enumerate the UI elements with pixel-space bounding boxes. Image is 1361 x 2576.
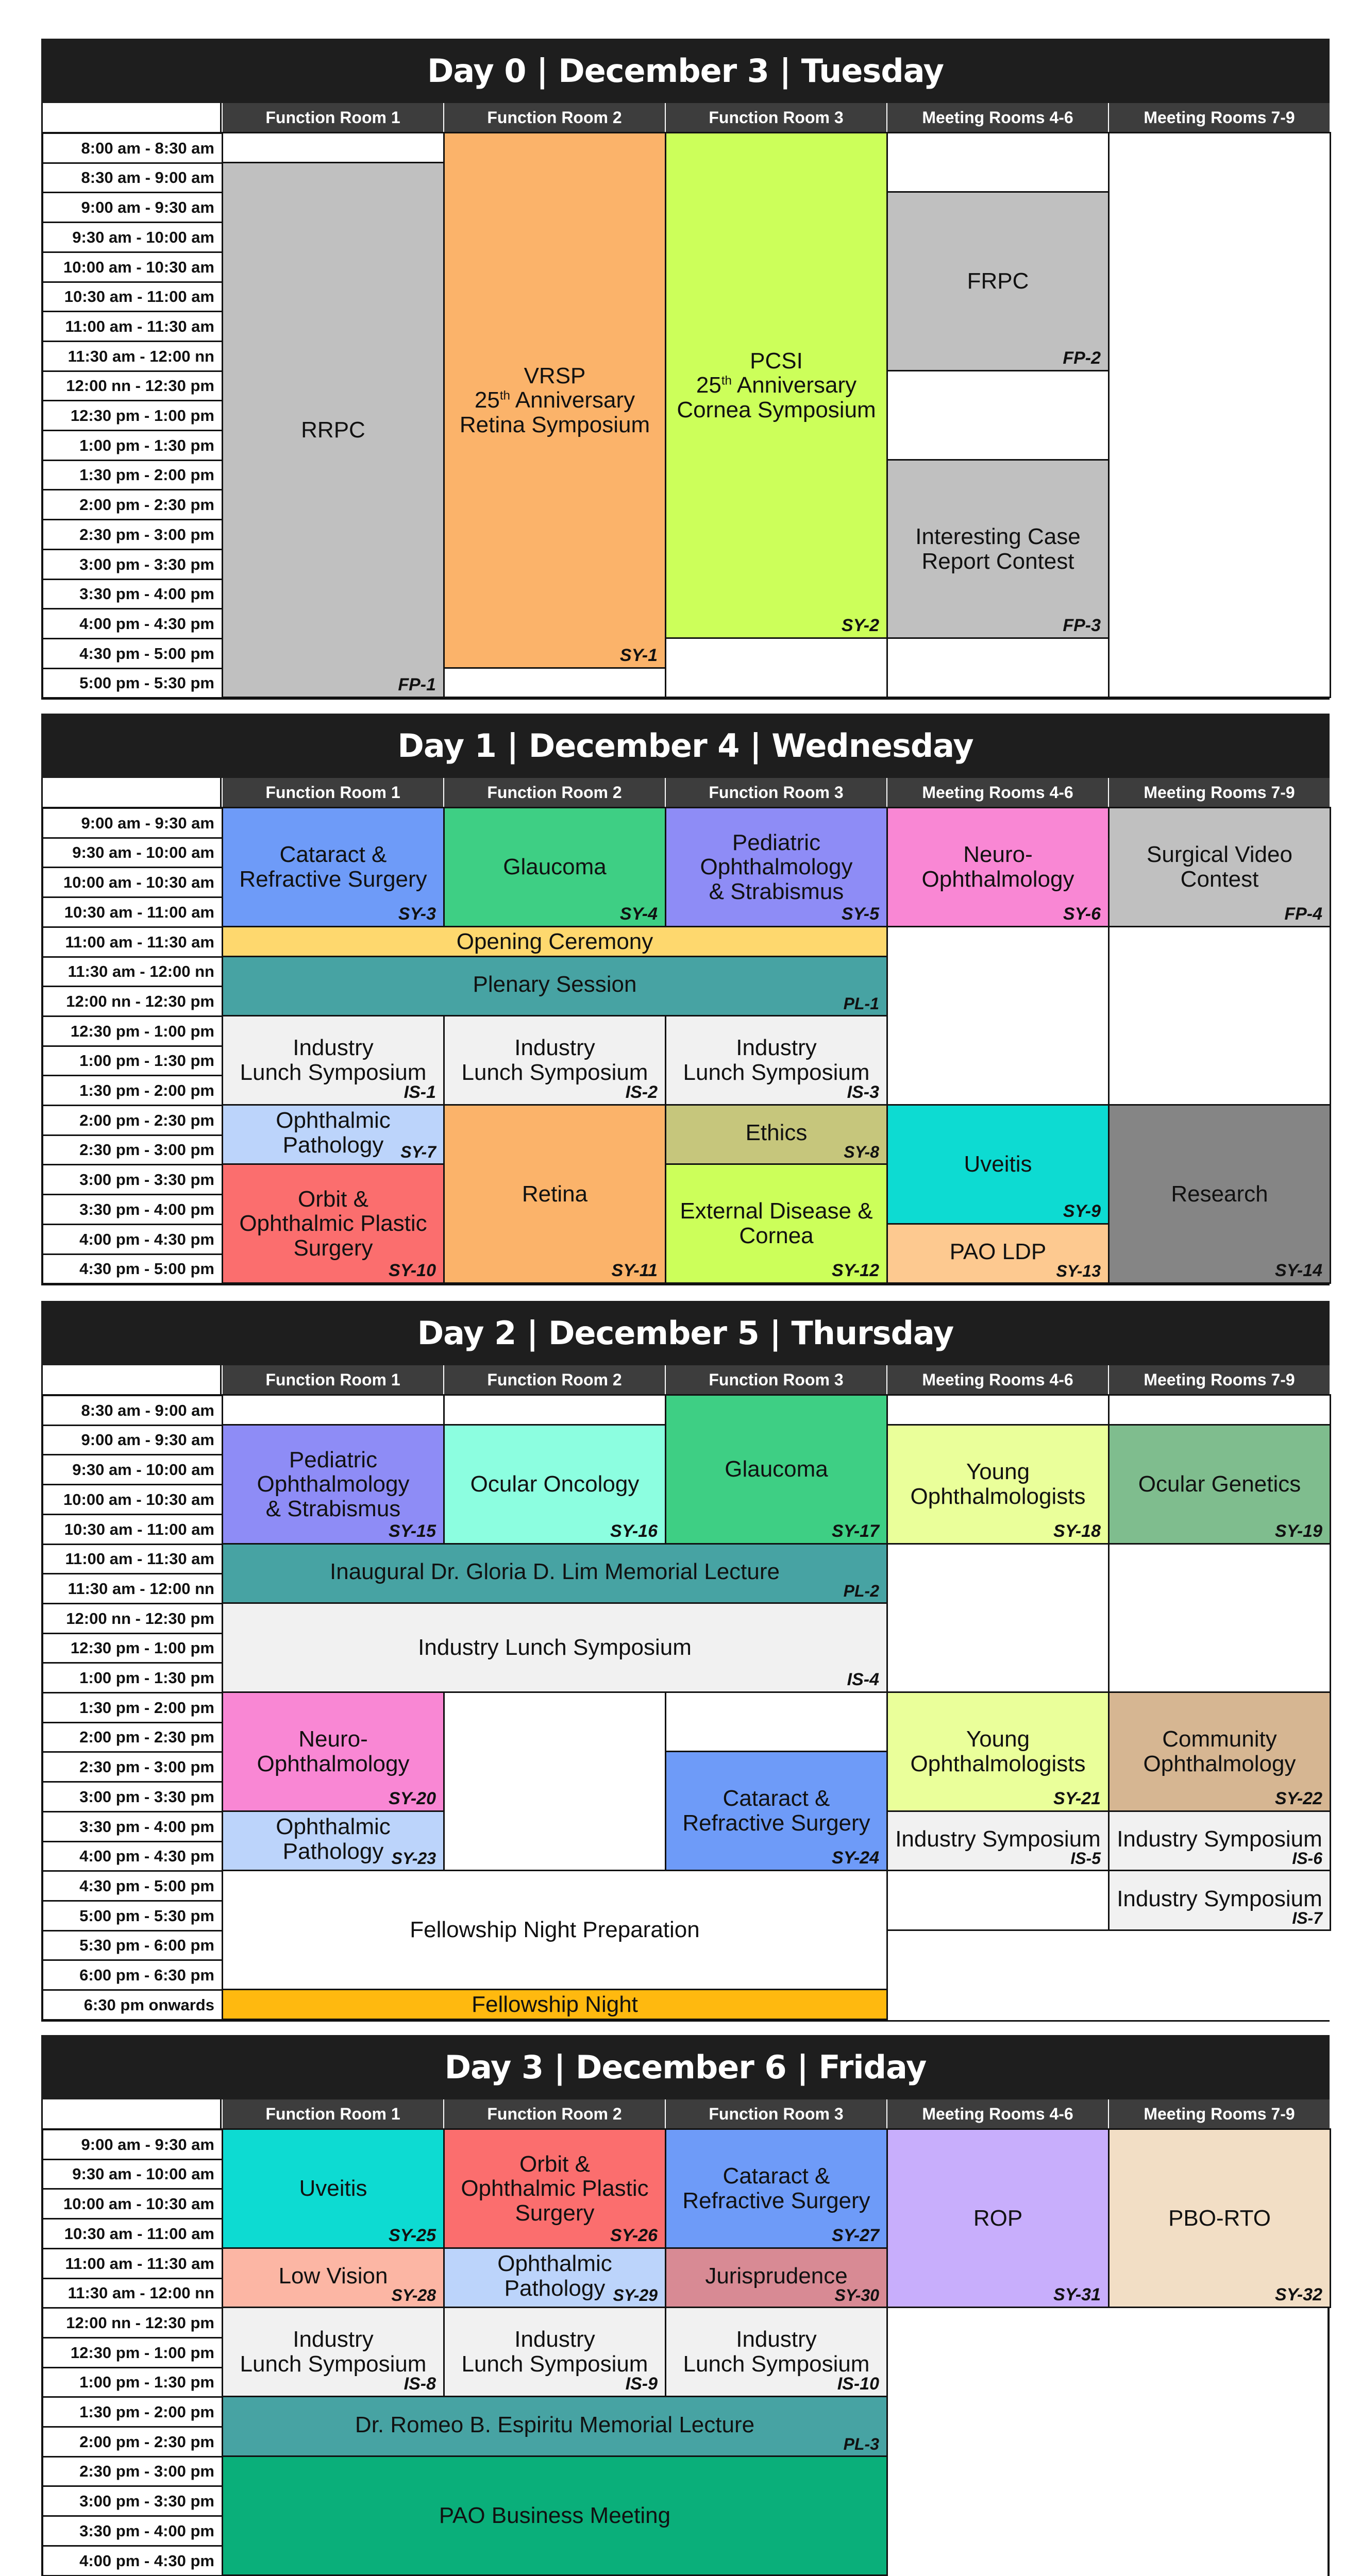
time-slot: 11:30 am - 12:00 nn bbox=[43, 2279, 224, 2309]
empty-slot bbox=[443, 1691, 666, 1871]
session-code: IS-5 bbox=[1070, 1849, 1101, 1868]
session-code: SY-20 bbox=[389, 1789, 436, 1809]
session-code: IS-8 bbox=[404, 2374, 436, 2394]
session-title: Pediatric Ophthalmology & Strabismus bbox=[257, 1447, 410, 1521]
session-title: Industry Lunch Symposium bbox=[461, 1035, 648, 1085]
session-block[interactable] bbox=[443, 807, 666, 927]
session-code: SY-25 bbox=[389, 2226, 436, 2246]
room-header: Function Room 2 bbox=[443, 2099, 665, 2128]
time-slot: 9:30 am - 10:00 am bbox=[43, 1455, 224, 1485]
session-title: Glaucoma bbox=[503, 854, 607, 880]
session-block[interactable] bbox=[886, 807, 1110, 927]
room-header: Meeting Rooms 4-6 bbox=[886, 2099, 1108, 2128]
session-block[interactable] bbox=[886, 1691, 1110, 1812]
session-code: IS-1 bbox=[404, 1082, 436, 1103]
time-slot: 10:30 am - 11:00 am bbox=[43, 898, 224, 928]
time-slot: 4:00 pm - 4:30 pm bbox=[43, 1225, 224, 1255]
session-code: IS-2 bbox=[625, 1082, 658, 1103]
room-header: Meeting Rooms 4-6 bbox=[886, 1365, 1108, 1394]
session-title: Pediatric Ophthalmology & Strabismus bbox=[700, 829, 853, 904]
time-slot: 12:30 pm - 1:00 pm bbox=[43, 2338, 224, 2368]
time-slot: 9:00 am - 9:30 am bbox=[43, 809, 224, 839]
session-title: PBO-RTO bbox=[1168, 2205, 1271, 2231]
empty-slot bbox=[443, 1394, 666, 1426]
session-title: Ocular Oncology bbox=[470, 1471, 640, 1497]
session-code: SY-32 bbox=[1275, 2285, 1322, 2305]
time-slot: 9:00 am - 9:30 am bbox=[43, 2130, 224, 2160]
schedule-grid bbox=[41, 807, 1330, 1285]
room-header: Function Room 2 bbox=[443, 103, 665, 132]
session-code: IS-3 bbox=[847, 1082, 879, 1103]
session-block[interactable] bbox=[886, 191, 1110, 371]
session-block[interactable] bbox=[886, 1104, 1110, 1225]
time-slot: 12:00 nn - 12:30 pm bbox=[43, 987, 224, 1017]
session-block[interactable] bbox=[222, 2247, 445, 2308]
time-slot: 9:00 am - 9:30 am bbox=[43, 1426, 224, 1455]
session-block[interactable] bbox=[443, 2128, 666, 2249]
session-title: RRPC bbox=[301, 417, 365, 443]
time-slot: 12:00 nn - 12:30 pm bbox=[43, 1604, 224, 1634]
time-slot: 1:00 pm - 1:30 pm bbox=[43, 1047, 224, 1076]
session-title: Retina bbox=[522, 1181, 588, 1207]
session-block[interactable] bbox=[665, 807, 888, 927]
header-corner bbox=[41, 103, 222, 132]
session-code: SY-22 bbox=[1275, 1789, 1322, 1809]
session-block[interactable] bbox=[222, 807, 445, 927]
empty-slot bbox=[222, 1394, 445, 1426]
session-title-line: 25th Anniversary bbox=[696, 372, 857, 398]
header-corner bbox=[41, 1365, 222, 1394]
session-block[interactable] bbox=[665, 1751, 888, 1871]
room-header: Function Room 2 bbox=[443, 778, 665, 807]
time-slot: 3:30 pm - 4:00 pm bbox=[43, 580, 224, 609]
session-title-line: PCSI bbox=[750, 348, 803, 374]
session-title: Industry Lunch Symposium bbox=[418, 1635, 692, 1660]
time-slot: 4:00 pm - 4:30 pm bbox=[43, 2547, 224, 2576]
empty-slot bbox=[222, 132, 445, 163]
time-slot: 10:00 am - 10:30 am bbox=[43, 253, 224, 283]
session-title: Dr. Romeo B. Espiritu Memorial Lecture bbox=[355, 2412, 755, 2437]
session-code: PL-2 bbox=[843, 1582, 879, 1601]
session-block[interactable] bbox=[222, 926, 888, 957]
session-title: FRPC bbox=[967, 268, 1029, 294]
empty-slot bbox=[1108, 1543, 1331, 1693]
room-header: Meeting Rooms 7-9 bbox=[1108, 1365, 1330, 1394]
session-title: Industry Symposium bbox=[1117, 1886, 1322, 1911]
session-title: Orbit & Ophthalmic Plastic Surgery bbox=[461, 2151, 649, 2226]
time-slot: 5:00 pm - 5:30 pm bbox=[43, 669, 224, 699]
session-block[interactable] bbox=[886, 1424, 1110, 1545]
session-block[interactable] bbox=[443, 2307, 666, 2397]
time-slot: 4:30 pm - 5:00 pm bbox=[43, 1255, 224, 1284]
session-title: Fellowship Night Preparation bbox=[410, 1917, 700, 1943]
time-slot: 10:00 am - 10:30 am bbox=[43, 868, 224, 898]
time-slot: 2:00 pm - 2:30 pm bbox=[43, 490, 224, 520]
time-slot: 2:30 pm - 3:00 pm bbox=[43, 1753, 224, 1783]
schedule-grid bbox=[41, 2128, 1330, 2576]
schedule-grid bbox=[41, 1394, 1330, 2022]
session-title: Surgical Video Contest bbox=[1147, 842, 1292, 892]
time-slot: 3:00 pm - 3:30 pm bbox=[43, 2487, 224, 2517]
session-block[interactable] bbox=[1108, 1691, 1331, 1812]
session-title-line: Cornea Symposium bbox=[677, 397, 876, 422]
time-slot: 8:00 am - 8:30 am bbox=[43, 134, 224, 164]
session-block[interactable] bbox=[886, 2128, 1110, 2308]
session-title: Jurisprudence bbox=[705, 2263, 848, 2289]
session-code: FP-3 bbox=[1063, 616, 1101, 636]
empty-slot bbox=[886, 132, 1110, 193]
time-slot: 10:00 am - 10:30 am bbox=[43, 1485, 224, 1515]
session-title: Industry Lunch Symposium bbox=[240, 2327, 427, 2377]
time-slot: 11:30 am - 12:00 nn bbox=[43, 342, 224, 372]
session-code: IS-9 bbox=[625, 2374, 658, 2394]
time-slot: 4:30 pm - 5:00 pm bbox=[43, 639, 224, 669]
session-block[interactable] bbox=[222, 2396, 888, 2457]
time-slot: 11:00 am - 11:30 am bbox=[43, 2249, 224, 2279]
session-title: Orbit & Ophthalmic Plastic Surgery bbox=[239, 1186, 427, 1261]
session-block[interactable] bbox=[1108, 807, 1331, 927]
session-title: Ethics bbox=[745, 1120, 808, 1146]
room-header: Function Room 1 bbox=[222, 103, 443, 132]
session-code: SY-30 bbox=[834, 2286, 879, 2305]
session-title: Plenary Session bbox=[473, 972, 637, 997]
session-code: SY-9 bbox=[1063, 1201, 1101, 1222]
session-title: Ophthalmic Pathology bbox=[497, 2251, 612, 2301]
empty-slot bbox=[1108, 1929, 1331, 2020]
time-slot: 1:30 pm - 2:00 pm bbox=[43, 1076, 224, 1106]
session-block[interactable] bbox=[222, 1543, 888, 1604]
session-code: SY-6 bbox=[1063, 904, 1101, 924]
session-code: SY-13 bbox=[1056, 1262, 1101, 1281]
session-block[interactable] bbox=[222, 2307, 445, 2397]
session-code: SY-23 bbox=[391, 1849, 436, 1868]
time-slot: 12:30 pm - 1:00 pm bbox=[43, 401, 224, 431]
session-title: Cataract & Refractive Surgery bbox=[682, 1786, 870, 1836]
time-slot: 10:00 am - 10:30 am bbox=[43, 2190, 224, 2219]
session-block[interactable] bbox=[1108, 1424, 1331, 1545]
session-block[interactable] bbox=[222, 2455, 888, 2576]
session-code: IS-6 bbox=[1292, 1849, 1322, 1868]
room-header: Meeting Rooms 7-9 bbox=[1108, 103, 1330, 132]
room-header: Function Room 3 bbox=[665, 103, 886, 132]
time-slot: 2:30 pm - 3:00 pm bbox=[43, 520, 224, 550]
time-slot: 11:30 am - 12:00 nn bbox=[43, 958, 224, 987]
session-block[interactable] bbox=[665, 132, 888, 639]
session-code: FP-2 bbox=[1063, 348, 1101, 368]
session-code: IS-4 bbox=[847, 1670, 879, 1690]
session-title: Cataract & Refractive Surgery bbox=[682, 2163, 870, 2213]
time-slot: 5:00 pm - 5:30 pm bbox=[43, 1902, 224, 1931]
session-title: Glaucoma bbox=[725, 1456, 828, 1482]
session-code: SY-3 bbox=[398, 904, 436, 924]
time-slot: 3:00 pm - 3:30 pm bbox=[43, 1165, 224, 1195]
session-title: Young Ophthalmologists bbox=[910, 1726, 1086, 1776]
time-slot: 3:30 pm - 4:00 pm bbox=[43, 1812, 224, 1842]
time-slot: 9:30 am - 10:00 am bbox=[43, 223, 224, 253]
session-block[interactable] bbox=[665, 2307, 888, 2397]
session-code: SY-26 bbox=[610, 2226, 658, 2246]
room-header: Function Room 1 bbox=[222, 2099, 443, 2128]
session-code: SY-24 bbox=[832, 1848, 879, 1868]
session-title: Young Ophthalmologists bbox=[910, 1459, 1086, 1509]
room-header: Function Room 2 bbox=[443, 1365, 665, 1394]
session-block[interactable] bbox=[665, 2247, 888, 2308]
empty-slot bbox=[886, 1870, 1110, 1931]
session-code: FP-1 bbox=[398, 675, 436, 695]
empty-slot bbox=[886, 1394, 1110, 1426]
session-title: Interesting Case Report Contest bbox=[915, 523, 1081, 574]
empty-slot bbox=[886, 637, 1110, 698]
header-corner bbox=[41, 2099, 222, 2128]
empty-slot bbox=[886, 1543, 1110, 1693]
time-slot: 12:00 nn - 12:30 pm bbox=[43, 2309, 224, 2338]
session-title bbox=[671, 349, 881, 422]
room-header: Meeting Rooms 4-6 bbox=[886, 778, 1108, 807]
time-slot: 8:30 am - 9:00 am bbox=[43, 164, 224, 193]
session-code: FP-4 bbox=[1284, 904, 1322, 924]
time-slot: 3:30 pm - 4:00 pm bbox=[43, 1195, 224, 1225]
empty-slot bbox=[886, 370, 1110, 461]
session-code: SY-27 bbox=[832, 2226, 879, 2246]
empty-slot bbox=[886, 926, 1110, 1106]
room-header: Function Room 1 bbox=[222, 1365, 443, 1394]
session-block[interactable] bbox=[1108, 1810, 1331, 1871]
session-title-line: VRSP bbox=[524, 363, 586, 388]
session-title: Research bbox=[1171, 1181, 1268, 1207]
time-slot: 4:00 pm - 4:30 pm bbox=[43, 1842, 224, 1872]
time-slot: 3:00 pm - 3:30 pm bbox=[43, 550, 224, 580]
session-code: SY-31 bbox=[1053, 2285, 1101, 2305]
session-code: SY-12 bbox=[832, 1261, 879, 1281]
time-slot: 1:00 pm - 1:30 pm bbox=[43, 431, 224, 461]
session-code: PL-3 bbox=[843, 2435, 879, 2454]
session-block[interactable] bbox=[665, 1394, 888, 1545]
time-slot: 12:30 pm - 1:00 pm bbox=[43, 1017, 224, 1047]
time-slot: 9:30 am - 10:00 am bbox=[43, 839, 224, 868]
time-slot: 12:00 nn - 12:30 pm bbox=[43, 372, 224, 401]
session-block[interactable] bbox=[443, 132, 666, 669]
session-block[interactable] bbox=[222, 1691, 445, 1812]
time-slot: 11:00 am - 11:30 am bbox=[43, 312, 224, 342]
room-header: Function Room 3 bbox=[665, 2099, 886, 2128]
session-code: PL-1 bbox=[843, 994, 879, 1013]
time-slot: 4:30 pm - 5:00 pm bbox=[43, 1872, 224, 1902]
session-code: SY-7 bbox=[400, 1143, 436, 1162]
time-slot: 3:30 pm - 4:00 pm bbox=[43, 2517, 224, 2547]
day-title: Day 2 | December 5 | Thursday bbox=[41, 1301, 1330, 1365]
session-block[interactable] bbox=[222, 956, 888, 1016]
empty-slot bbox=[886, 1929, 1110, 2020]
session-code: SY-29 bbox=[613, 2286, 658, 2305]
session-title: Uveitis bbox=[299, 2176, 367, 2201]
session-title-line: 25th Anniversary bbox=[474, 387, 635, 413]
session-title-line: Retina Symposium bbox=[459, 412, 650, 437]
time-slot: 5:30 pm - 6:00 pm bbox=[43, 1931, 224, 1961]
session-title: Neuro- Ophthalmology bbox=[921, 842, 1074, 892]
session-block[interactable] bbox=[886, 1810, 1110, 1871]
session-code: IS-10 bbox=[837, 2374, 879, 2394]
session-code: SY-10 bbox=[389, 1261, 436, 1281]
day-title: Day 3 | December 6 | Friday bbox=[41, 2035, 1330, 2099]
time-slot: 1:30 pm - 2:00 pm bbox=[43, 2398, 224, 2428]
session-title: Industry Lunch Symposium bbox=[683, 2327, 870, 2377]
time-slot: 3:00 pm - 3:30 pm bbox=[43, 1783, 224, 1812]
session-code: SY-19 bbox=[1275, 1521, 1322, 1541]
session-block[interactable] bbox=[665, 1104, 888, 1165]
session-code: SY-15 bbox=[389, 1521, 436, 1541]
session-block[interactable] bbox=[886, 1223, 1110, 1284]
time-slot: 1:30 pm - 2:00 pm bbox=[43, 461, 224, 490]
session-code: SY-5 bbox=[841, 904, 879, 924]
time-slot: 2:30 pm - 3:00 pm bbox=[43, 2458, 224, 2487]
session-code: SY-21 bbox=[1053, 1789, 1101, 1809]
time-slot: 1:00 pm - 1:30 pm bbox=[43, 2368, 224, 2398]
room-header: Function Room 1 bbox=[222, 778, 443, 807]
session-block[interactable] bbox=[1108, 1870, 1331, 1931]
session-code: SY-2 bbox=[841, 616, 879, 636]
time-slot: 11:00 am - 11:30 am bbox=[43, 1545, 224, 1574]
session-title: Neuro- Ophthalmology bbox=[257, 1726, 410, 1776]
session-code: IS-7 bbox=[1292, 1909, 1322, 1928]
session-title: PAO Business Meeting bbox=[439, 2503, 671, 2529]
session-title: Industry Lunch Symposium bbox=[683, 1035, 870, 1085]
time-slot: 6:00 pm - 6:30 pm bbox=[43, 1961, 224, 1991]
session-block[interactable] bbox=[222, 1163, 445, 1284]
time-slot: 2:30 pm - 3:00 pm bbox=[43, 1136, 224, 1165]
session-title: External Disease & Cornea bbox=[680, 1198, 873, 1248]
session-title: Industry Lunch Symposium bbox=[240, 1035, 427, 1085]
time-slot: 2:00 pm - 2:30 pm bbox=[43, 1106, 224, 1136]
session-code: SY-16 bbox=[610, 1521, 658, 1541]
session-title: Ophthalmic Pathology bbox=[276, 1108, 391, 1158]
session-title: Opening Ceremony bbox=[456, 928, 653, 954]
session-title: Cataract & Refractive Surgery bbox=[239, 842, 427, 892]
time-slot: 11:30 am - 12:00 nn bbox=[43, 1574, 224, 1604]
session-block[interactable] bbox=[222, 1104, 445, 1165]
session-title: Inaugural Dr. Gloria D. Lim Memorial Lecture bbox=[330, 1559, 780, 1585]
session-block[interactable] bbox=[222, 1989, 888, 2020]
session-block[interactable] bbox=[222, 1015, 445, 1106]
session-block[interactable] bbox=[1108, 2128, 1331, 2308]
session-code: SY-18 bbox=[1053, 1521, 1101, 1541]
session-title: Industry Lunch Symposium bbox=[461, 2327, 648, 2377]
session-code: SY-1 bbox=[619, 646, 658, 666]
time-slot: 2:00 pm - 2:30 pm bbox=[43, 1723, 224, 1753]
time-slot: 10:30 am - 11:00 am bbox=[43, 2219, 224, 2249]
session-code: SY-28 bbox=[391, 2286, 436, 2305]
empty-slot bbox=[665, 1691, 888, 1752]
header-corner bbox=[41, 778, 222, 807]
time-slot: 1:30 pm - 2:00 pm bbox=[43, 1693, 224, 1723]
empty-slot bbox=[443, 667, 666, 698]
time-slot: 10:30 am - 11:00 am bbox=[43, 1515, 224, 1545]
time-slot: 2:00 pm - 2:30 pm bbox=[43, 2428, 224, 2458]
empty-slot bbox=[1108, 926, 1331, 1106]
session-title: Low Vision bbox=[278, 2263, 388, 2289]
empty-slot bbox=[1108, 1394, 1331, 1426]
session-block[interactable] bbox=[222, 1810, 445, 1871]
session-title: Uveitis bbox=[964, 1151, 1032, 1177]
session-block[interactable] bbox=[222, 1870, 888, 1990]
time-slot: 9:00 am - 9:30 am bbox=[43, 193, 224, 223]
session-title: ROP bbox=[973, 2205, 1023, 2231]
session-code: SY-4 bbox=[619, 904, 658, 924]
session-title: Industry Symposium bbox=[1117, 1826, 1322, 1852]
session-code: SY-14 bbox=[1275, 1261, 1322, 1281]
session-title: Fellowship Night bbox=[472, 1991, 638, 2017]
time-slot: 1:00 pm - 1:30 pm bbox=[43, 1664, 224, 1693]
session-block[interactable] bbox=[1108, 1104, 1331, 1284]
session-block[interactable] bbox=[222, 1424, 445, 1545]
session-block[interactable] bbox=[665, 1015, 888, 1106]
session-code: SY-17 bbox=[832, 1521, 879, 1541]
time-slot: 4:00 pm - 4:30 pm bbox=[43, 609, 224, 639]
room-header: Meeting Rooms 4-6 bbox=[886, 103, 1108, 132]
room-header: Meeting Rooms 7-9 bbox=[1108, 2099, 1330, 2128]
time-slot: 11:00 am - 11:30 am bbox=[43, 928, 224, 958]
time-slot: 10:30 am - 11:00 am bbox=[43, 283, 224, 312]
time-slot: 8:30 am - 9:00 am bbox=[43, 1396, 224, 1426]
room-header: Function Room 3 bbox=[665, 778, 886, 807]
session-code: SY-8 bbox=[844, 1143, 879, 1162]
time-slot: 6:30 pm onwards bbox=[43, 1991, 224, 2021]
session-block[interactable] bbox=[443, 1424, 666, 1545]
session-block[interactable] bbox=[443, 1104, 666, 1284]
session-block[interactable] bbox=[443, 1015, 666, 1106]
session-block[interactable] bbox=[665, 1163, 888, 1284]
session-block[interactable] bbox=[443, 2247, 666, 2308]
session-block[interactable] bbox=[665, 2128, 888, 2249]
session-block[interactable] bbox=[222, 1602, 888, 1693]
time-slot: 9:30 am - 10:00 am bbox=[43, 2160, 224, 2190]
session-title bbox=[455, 364, 655, 437]
session-title: Industry Symposium bbox=[895, 1826, 1101, 1852]
day-title: Day 1 | December 4 | Wednesday bbox=[41, 714, 1330, 778]
room-header: Function Room 3 bbox=[665, 1365, 886, 1394]
session-block[interactable] bbox=[886, 459, 1110, 639]
empty-slot bbox=[1108, 132, 1331, 698]
schedule-grid bbox=[41, 132, 1330, 700]
session-title: PAO LDP bbox=[949, 1239, 1047, 1265]
session-title: Ophthalmic Pathology bbox=[276, 1814, 391, 1864]
session-block[interactable] bbox=[222, 2128, 445, 2249]
session-title: Ocular Genetics bbox=[1138, 1471, 1301, 1497]
day-title: Day 0 | December 3 | Tuesday bbox=[41, 39, 1330, 103]
empty-slot bbox=[665, 637, 888, 698]
session-code: SY-11 bbox=[611, 1261, 658, 1281]
session-title: Community Ophthalmology bbox=[1143, 1726, 1296, 1776]
session-block[interactable] bbox=[222, 162, 445, 698]
room-header: Meeting Rooms 7-9 bbox=[1108, 778, 1330, 807]
time-slot: 12:30 pm - 1:00 pm bbox=[43, 1634, 224, 1664]
